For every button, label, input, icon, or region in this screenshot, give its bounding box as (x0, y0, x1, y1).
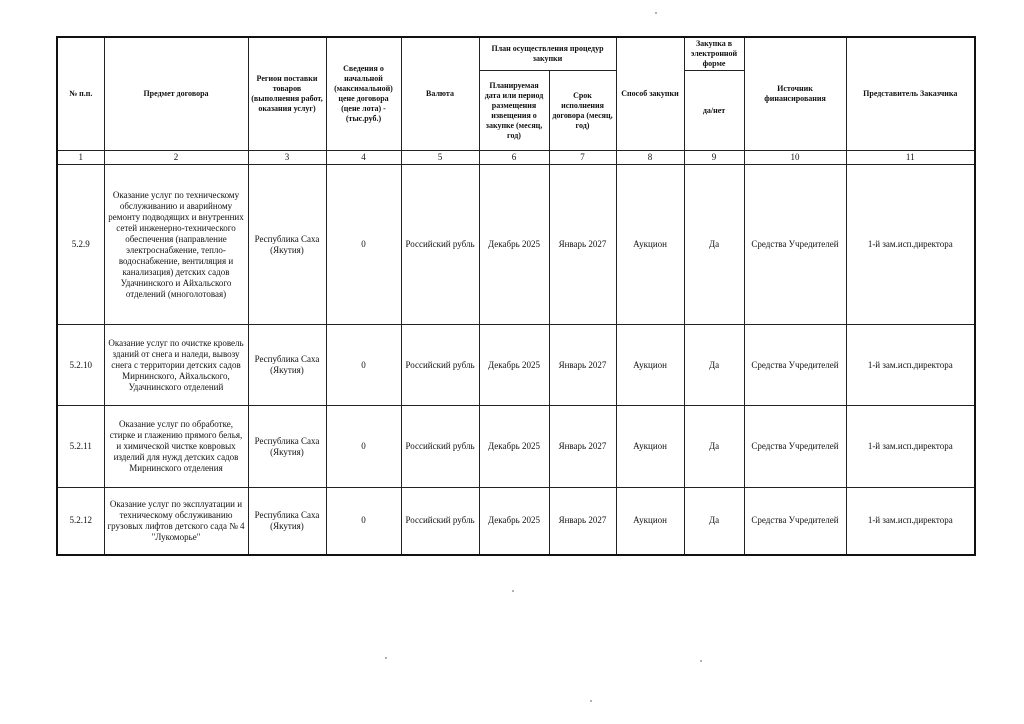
row-price: 0 (326, 165, 401, 325)
row-representative: 1-й зам.исп.директора (846, 325, 975, 406)
table-row (57, 488, 975, 555)
row-currency: Российский рубль (401, 325, 479, 406)
row-region: Республика Саха (Якутия) (248, 165, 326, 325)
table-row (57, 406, 975, 488)
row-num: 5.2.9 (57, 165, 104, 325)
column-number: 3 (248, 151, 326, 165)
row-electronic: Да (684, 165, 744, 325)
header-term: Срок исполнения договора (месяц, год) (549, 71, 616, 151)
row-term: Январь 2027 (549, 165, 616, 325)
header-subject: Предмет договора (104, 37, 248, 151)
header-source: Источник финансирования (744, 37, 846, 151)
header-row (57, 37, 975, 71)
row-term: Январь 2027 (549, 325, 616, 406)
row-method: Аукцион (616, 165, 684, 325)
column-number: 2 (104, 151, 248, 165)
row-region: Республика Саха (Якутия) (248, 325, 326, 406)
row-source: Средства Учредителей (744, 488, 846, 555)
row-notice-date: Декабрь 2025 (479, 406, 549, 488)
row-method: Аукцион (616, 488, 684, 555)
column-number: 1 (57, 151, 104, 165)
row-method: Аукцион (616, 406, 684, 488)
header-price: Сведения о начальной (максимальной) цене договора (цене лота) - (тыс.руб.) (326, 37, 401, 151)
row-term: Январь 2027 (549, 406, 616, 488)
row-subject: Оказание услуг по обработке, стирке и глажению прямого белья, и химической чистке ковровых изделий для нужд детских садов Мирнинского отделения (104, 406, 248, 488)
row-num: 5.2.12 (57, 488, 104, 555)
row-num: 5.2.10 (57, 325, 104, 406)
header-num: № п.п. (57, 37, 104, 151)
column-number: 6 (479, 151, 549, 165)
row-method: Аукцион (616, 325, 684, 406)
scan-speck (512, 590, 514, 592)
column-number: 5 (401, 151, 479, 165)
row-num: 5.2.11 (57, 406, 104, 488)
row-representative: 1-й зам.исп.директора (846, 488, 975, 555)
row-electronic: Да (684, 325, 744, 406)
scan-speck (700, 660, 702, 662)
row-source: Средства Учредителей (744, 325, 846, 406)
table-row (57, 325, 975, 406)
column-number: 7 (549, 151, 616, 165)
row-representative: 1-й зам.исп.директора (846, 165, 975, 325)
column-number: 8 (616, 151, 684, 165)
table-row (57, 165, 975, 325)
row-electronic: Да (684, 406, 744, 488)
column-number: 10 (744, 151, 846, 165)
row-region: Республика Саха (Якутия) (248, 488, 326, 555)
row-price: 0 (326, 488, 401, 555)
row-currency: Российский рубль (401, 406, 479, 488)
row-representative: 1-й зам.исп.директора (846, 406, 975, 488)
header-electronic: да/нет (684, 71, 744, 151)
scan-speck (385, 657, 387, 659)
row-notice-date: Декабрь 2025 (479, 325, 549, 406)
scan-speck (590, 700, 592, 702)
row-term: Январь 2027 (549, 488, 616, 555)
header-electronic-group: Закупка в электронной форме (684, 37, 744, 71)
row-notice-date: Декабрь 2025 (479, 488, 549, 555)
row-price: 0 (326, 406, 401, 488)
row-price: 0 (326, 325, 401, 406)
row-region: Республика Саха (Якутия) (248, 406, 326, 488)
row-source: Средства Учредителей (744, 165, 846, 325)
row-electronic: Да (684, 488, 744, 555)
header-region: Регион поставки товаров (выполнения работ, оказания услуг) (248, 37, 326, 151)
row-subject: Оказание услуг по техническому обслуживанию и аварийному ремонту подводящих и внутренних сетей инженерно-технического обеспечения (направление электроснабжение, тепло-водоснабжение, вентиляция и канализация) детских садов Удачнинского и Айхальского отделений (многолотовая) (104, 165, 248, 325)
column-number: 11 (846, 151, 975, 165)
header-currency: Валюта (401, 37, 479, 151)
row-currency: Российский рубль (401, 488, 479, 555)
header-plan-group: План осуществления процедур закупки (479, 37, 616, 71)
header-representative: Представитель Заказчика (846, 37, 975, 151)
row-subject: Оказание услуг по очистке кровель зданий от снега и наледи, вывозу снега с территории детских садов Мирнинского, Айхальского, Удачнинского отделений (104, 325, 248, 406)
row-notice-date: Декабрь 2025 (479, 165, 549, 325)
row-subject: Оказание услуг по эксплуатации и техническому обслуживанию грузовых лифтов детского сада № 4 "Лукоморье" (104, 488, 248, 555)
row-currency: Российский рубль (401, 165, 479, 325)
header-notice-date: Планируемая дата или период размещения извещения о закупке (месяц, год) (479, 71, 549, 151)
procurement-plan-table (56, 36, 976, 556)
column-number: 9 (684, 151, 744, 165)
row-source: Средства Учредителей (744, 406, 846, 488)
header-method: Способ закупки (616, 37, 684, 151)
column-number: 4 (326, 151, 401, 165)
scan-speck (655, 12, 657, 14)
column-number-row (57, 151, 975, 165)
